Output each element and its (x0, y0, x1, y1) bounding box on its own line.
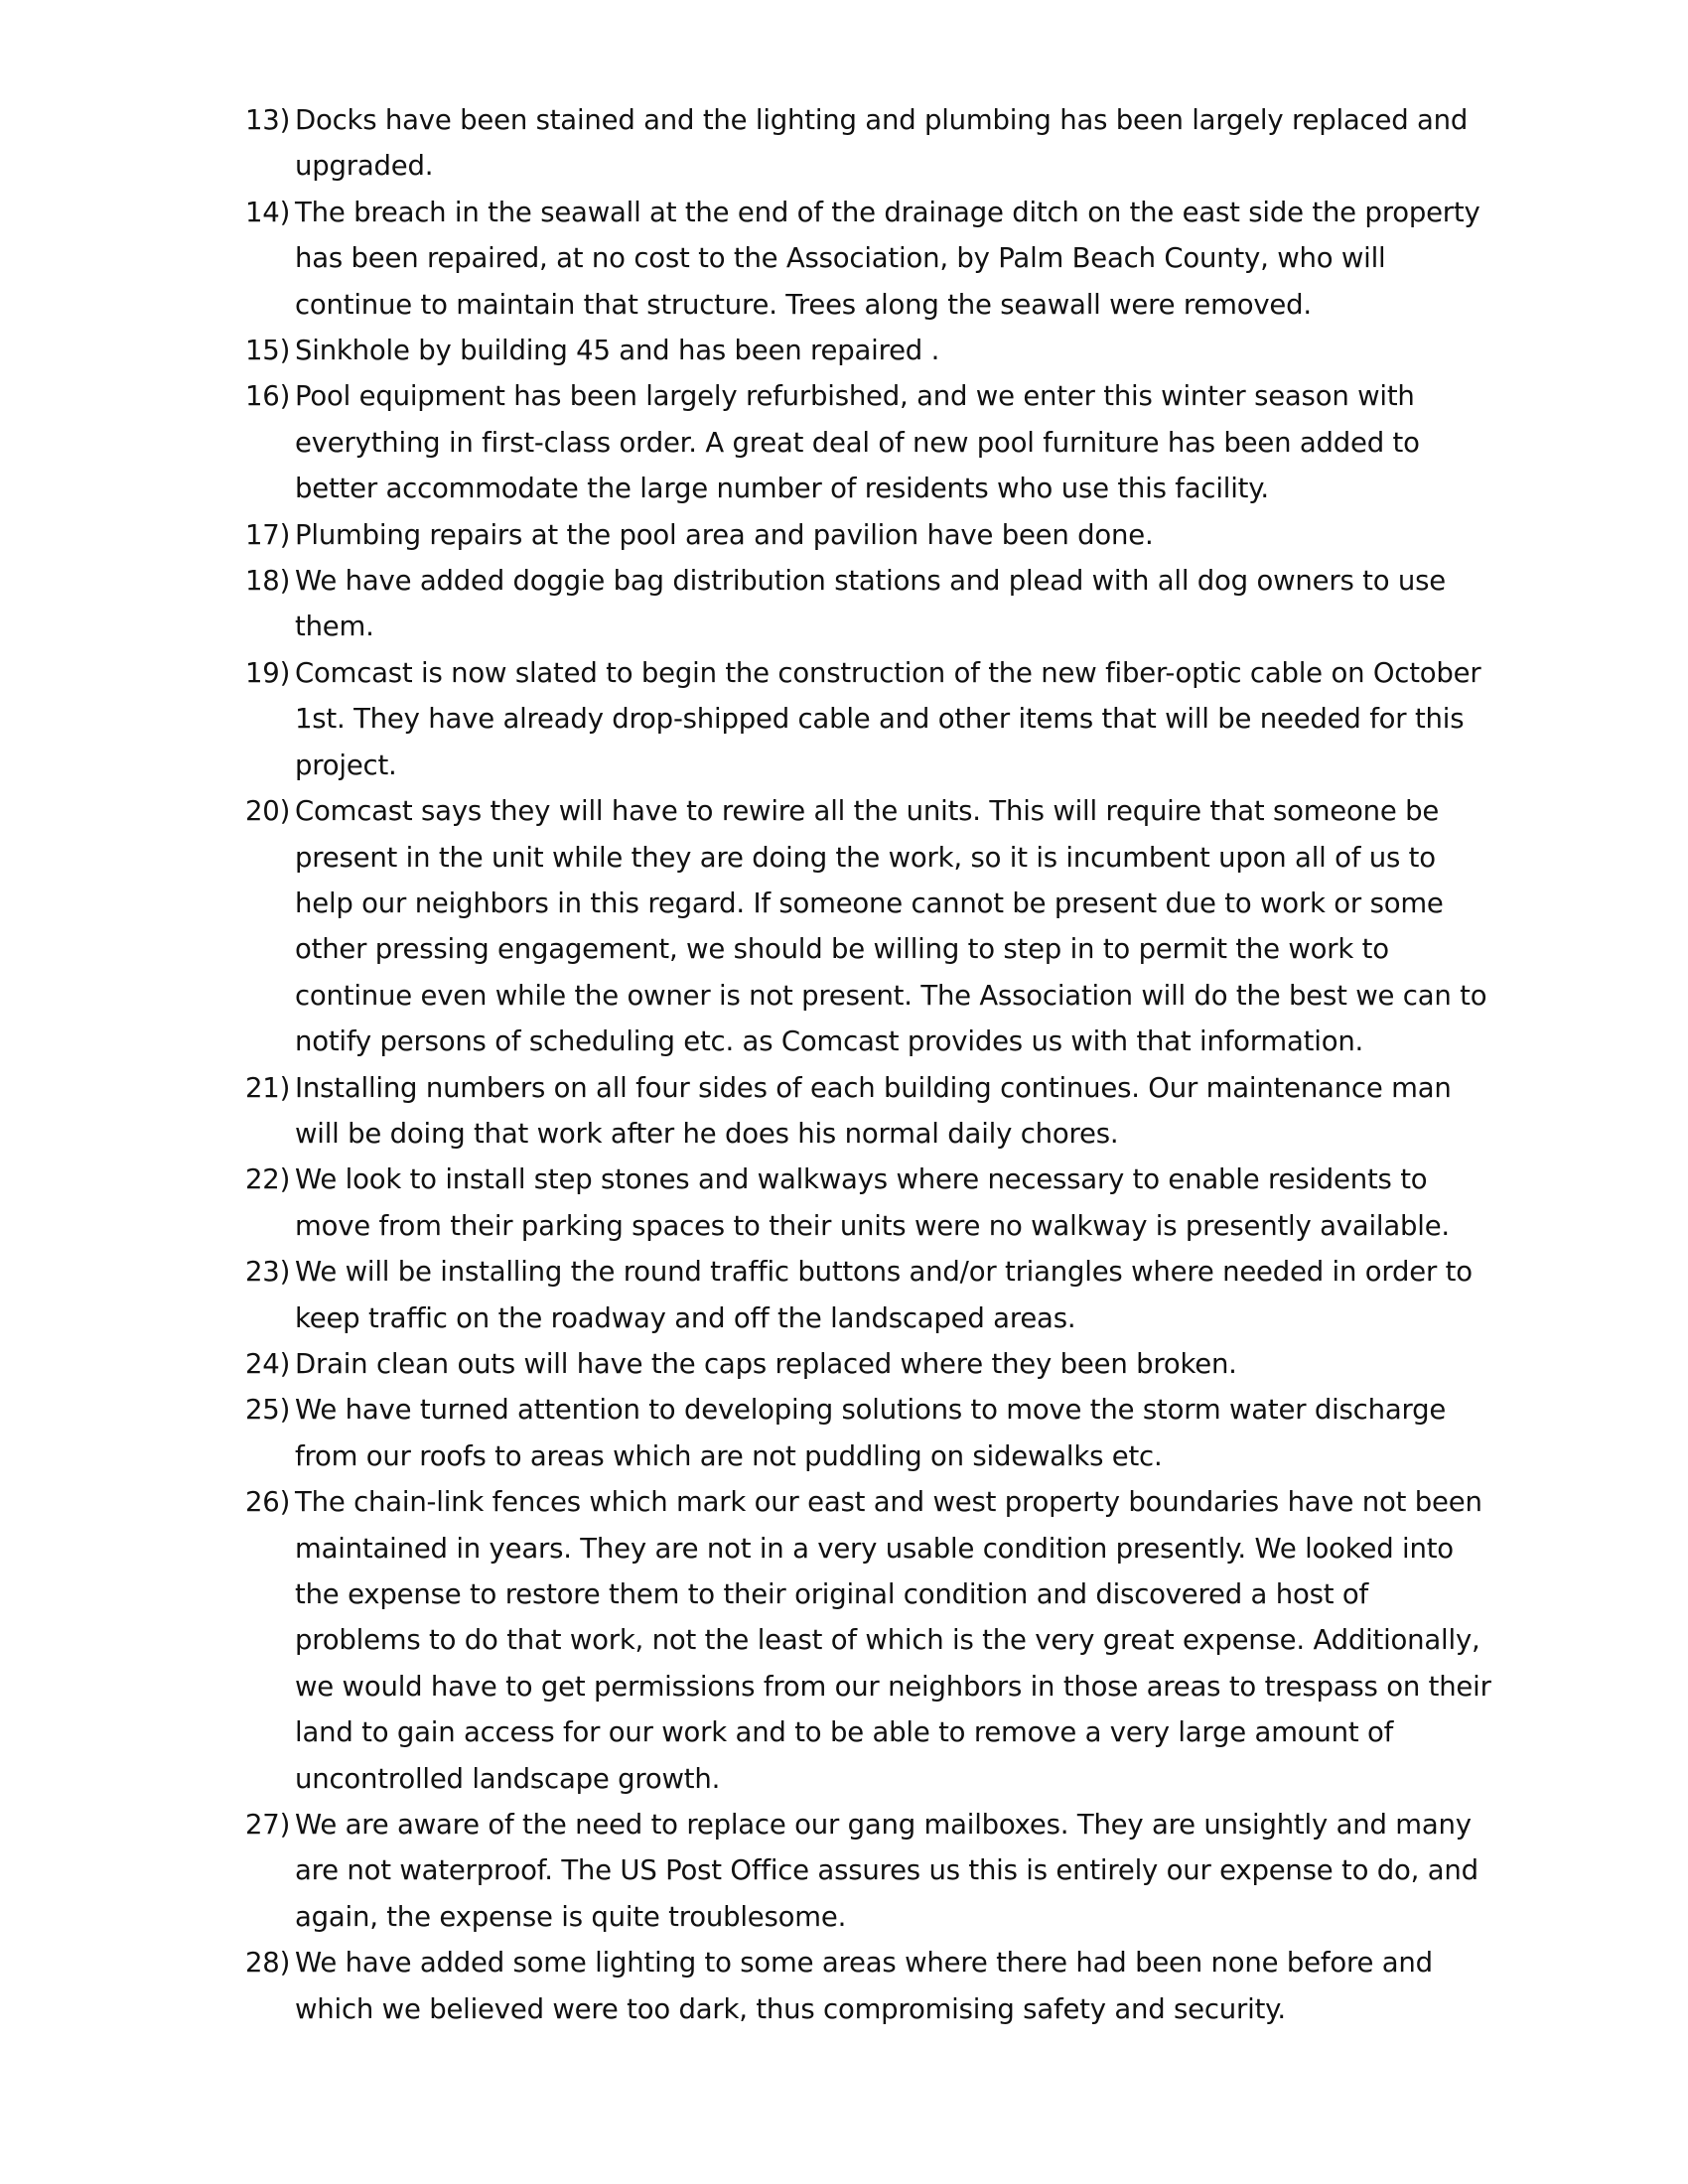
list-item (245, 558, 1496, 650)
item-text: We are aware of the need to replace our gang mailboxes. They are unsightly and many are not waterproof. The US Post Office assures us this is entirely our expense to do, and again, the expense is quite troublesome. (295, 1809, 1478, 1933)
list-item (245, 1802, 1496, 1940)
item-number: 15) (245, 335, 291, 367)
item-text: We look to install step stones and walkways where necessary to enable residents to move from their parking spaces to their units were no walkway is presently available. (295, 1163, 1450, 1242)
item-text: The breach in the seawall at the end of the drainage ditch on the east side the property has been repaired, at no cost to the Association, by Palm Beach County, who will continue to maintain that structure. Trees along the seawall were removed. (295, 196, 1480, 321)
list-item (245, 1157, 1496, 1249)
list-item (245, 1065, 1496, 1158)
item-number: 19) (245, 656, 291, 689)
item-text: The chain-link fences which mark our east and west property boundaries have not been maintained in years. They are not in a very usable condition presently. We looked into the expense to restore them to their original condition and discovered a host of problems to do that work, not the least of which is the very great expense. Additionally, we would have to get permissions from our neighbors in those areas to trespass on their land to gain access for our work and to be able to remove a very large amount of uncontrolled landscape growth. (295, 1486, 1491, 1795)
item-text: Docks have been stained and the lighting and plumbing has been largely replaced and upgraded. (295, 104, 1469, 183)
item-number: 14) (245, 196, 291, 228)
item-text: Sinkhole by building 45 and has been repaired . (295, 335, 940, 367)
list-item (245, 97, 1496, 190)
item-number: 28) (245, 1947, 291, 1979)
item-number: 23) (245, 1256, 291, 1289)
numbered-item-list (245, 97, 1496, 2032)
item-number: 26) (245, 1486, 291, 1519)
item-text: We will be installing the round traffic buttons and/or triangles where needed in order to keep traffic on the roadway and off the landscaped areas. (295, 1256, 1473, 1334)
item-number: 16) (245, 380, 291, 413)
list-item (245, 190, 1496, 328)
item-number: 17) (245, 518, 291, 551)
item-text: Installing numbers on all four sides of each building continues. Our maintenance man will be doing that work after he does his normal daily chores. (295, 1071, 1452, 1150)
item-number: 25) (245, 1394, 291, 1427)
item-text: Drain clean outs will have the caps replaced where they been broken. (295, 1347, 1237, 1380)
list-item (245, 328, 1496, 373)
list-item (245, 512, 1496, 558)
item-text: We have added doggie bag distribution stations and plead with all dog owners to use them. (295, 565, 1446, 643)
item-text: We have added some lighting to some areas where there had been none before and which we believed were too dark, thus compromising safety and security. (295, 1947, 1433, 2025)
item-text: Pool equipment has been largely refurbished, and we enter this winter season with everything in first-class order. A great deal of new pool furniture has been added to better accommodate the large number of residents who use this facility. (295, 380, 1420, 505)
list-item (245, 373, 1496, 511)
list-item (245, 1249, 1496, 1341)
item-number: 21) (245, 1071, 291, 1104)
item-text: Comcast is now slated to begin the construction of the new fiber-optic cable on October 1st. They have already drop-shipped cable and other items that will be needed for this project. (295, 656, 1481, 781)
list-item (245, 1341, 1496, 1387)
list-item (245, 1479, 1496, 1802)
item-text: We have turned attention to developing solutions to move the storm water discharge from our roofs to areas which are not puddling on sidewalks etc. (295, 1394, 1447, 1472)
item-number: 27) (245, 1809, 291, 1842)
item-number: 24) (245, 1347, 291, 1380)
item-number: 13) (245, 104, 291, 136)
list-item (245, 788, 1496, 1064)
item-text: Comcast says they will have to rewire all the units. This will require that someone be present in the unit while they are doing the work, so it is incumbent upon all of us to help our neighbors in this regard. If someone cannot be present due to work or some other pressing engagement, we should be willing to step in to permit the work to continue even while the owner is not present. The Association will do the best we can to notify persons of scheduling etc. as Comcast provides us with that information. (295, 795, 1487, 1058)
item-number: 22) (245, 1163, 291, 1196)
list-item (245, 1940, 1496, 2032)
item-text: Plumbing repairs at the pool area and pavilion have been done. (295, 518, 1154, 551)
item-number: 20) (245, 795, 291, 828)
item-number: 18) (245, 565, 291, 598)
list-item (245, 650, 1496, 788)
list-item (245, 1387, 1496, 1479)
